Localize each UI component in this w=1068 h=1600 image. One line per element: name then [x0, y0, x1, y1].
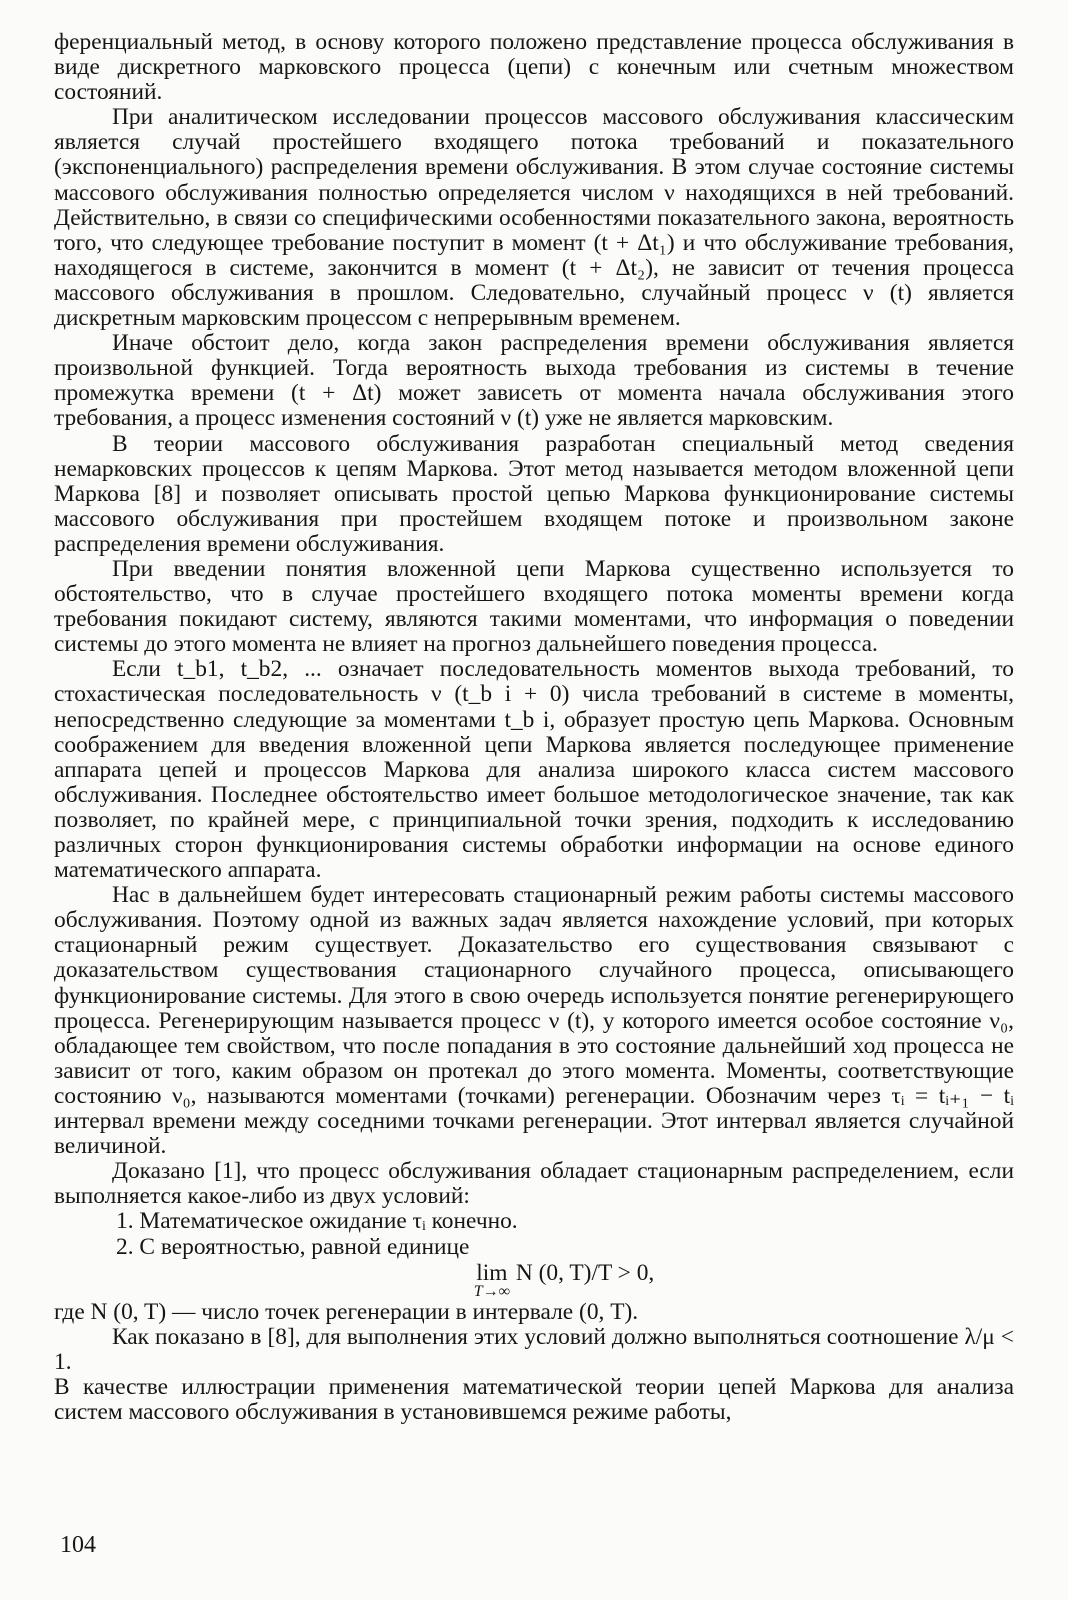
formula-lim-word: lim [476, 1259, 508, 1286]
paragraph-8: Доказано [1], что процесс обслуживания обладает стационарным распределением, если выполняется какое-либо из двух условий: [54, 1158, 1014, 1210]
limit-formula [54, 1259, 1014, 1300]
paragraph-5: При введении понятия вложенной цепи Маркова существенно используется то обстоятельство, что в случае простейшего входящего потока моменты времени когда требования покидают систему, являются такими моментами, что информация о поведении системы до этого момента не влияет на прогноз дальнейшего поведения процесса. [54, 555, 1014, 658]
formula-expression: N (0, T)/T > 0, [515, 1259, 655, 1286]
paragraph-7: Нас в дальнейшем будет интересовать стационарный режим работы системы массового обслуживания. Поэтому одной из важных задач является нахождение условий, при которых стационарный режим существует. Доказательство его существования связывают с доказательством существования стационарного случайного процесса, описывающего функционирование системы. Для этого в свою очередь используется понятие регенерирующего процесса. Регенерирующим называется процесс ν (t), у которого имеется особое состояние ν₀, обладающее тем свойством, что после попадания в это состояние дальнейший ход процесса не зависит от того, каким образом он протекал до этого момента. Моменты, соответствующие состоянию ν₀, называются моментами (точками) регенерации. Обозначим через τᵢ = tᵢ₊₁ − tᵢ интервал времени между соседними точками регенерации. Этот интервал является случайной величиной. [54, 882, 1014, 1160]
paragraph-4: В теории массового обслуживания разработан специальный метод сведения немарковских процессов к цепям Маркова. Этот метод называется методом вложенной цепи Маркова [8] и позволяет описывать простой цепью Маркова функционирование системы массового обслуживания при простейшем входящем потоке и произвольном законе распределения времени обслуживания. [54, 430, 1014, 557]
paragraph-10: Как показано в [8], для выполнения этих условий должно выполняться соотношение λ/μ < 1. [54, 1323, 1014, 1375]
paragraph-2: При аналитическом исследовании процессов массового обслуживания классическим является случай простейшего входящего потока требований и показательного (экспоненциального) распределения времени обслуживания. В этом случае состояние системы массового обслуживания полностью определяется числом ν находящихся в ней требований. Действительно, в связи со специфическими особенностями показательного закона, вероятность того, что следующее требование поступит в момент (t + Δt₁) и что обслуживание требования, находящегося в системе, закончится в момент (t + Δt₂), не зависит от течения процесса массового обслуживания в прошлом. Следовательно, случайный процесс ν (t) является дискретным марковским процессом с непрерывным временем. [54, 104, 1014, 332]
body-text [54, 30, 1014, 1425]
paragraph-6: Если t_b1, t_b2, ... означает последовательность моментов выхода требований, то стохастическая последовательность ν (t_b i + 0) числа требований в системе в моменты, непосредственно следующие за моментами t_b i, образует простую цепь Маркова. Основным соображением для введения вложенной цепи Маркова является последующее применение аппарата цепей и процессов Маркова для анализа широкого класса систем массового обслуживания. Последнее обстоятельство имеет большое методологическое значение, так как позволяет, по крайней мере, с принципиальной точки зрения, подходить к исследованию различных сторон функционирования системы обработки информации на основе единого математического аппарата. [54, 656, 1014, 884]
list-item-2: 2. С вероятностью, равной единице [116, 1233, 470, 1260]
paragraph-9: где N (0, T) — число точек регенерации в интервале (0, T). [54, 1298, 639, 1325]
paragraph-1: ференциальный метод, в основу которого положено представление процесса обслуживания в виде дискретного марковского процесса (цепи) с конечным или счетным множеством состояний. [54, 29, 1014, 106]
list-item-1: 1. Математическое ожидание τᵢ конечно. [116, 1208, 518, 1235]
paragraph-3: Иначе обстоит дело, когда закон распределения времени обслуживания является произвольной функцией. Тогда вероятность выхода требования из системы в течение промежутка времени (t + Δt) может зависеть от момента начала обслуживания этого требования, а процесс изменения состояний ν (t) уже не является марковским. [54, 330, 1014, 432]
paragraph-11: В качестве иллюстрации применения математической теории цепей Маркова для анализа систем массового обслуживания в установившемся режиме работы, [54, 1373, 1014, 1425]
formula-lim [473, 1259, 511, 1300]
formula-lim-subscript: T→∞ [473, 1282, 511, 1300]
page-number: 104 [60, 1532, 96, 1558]
